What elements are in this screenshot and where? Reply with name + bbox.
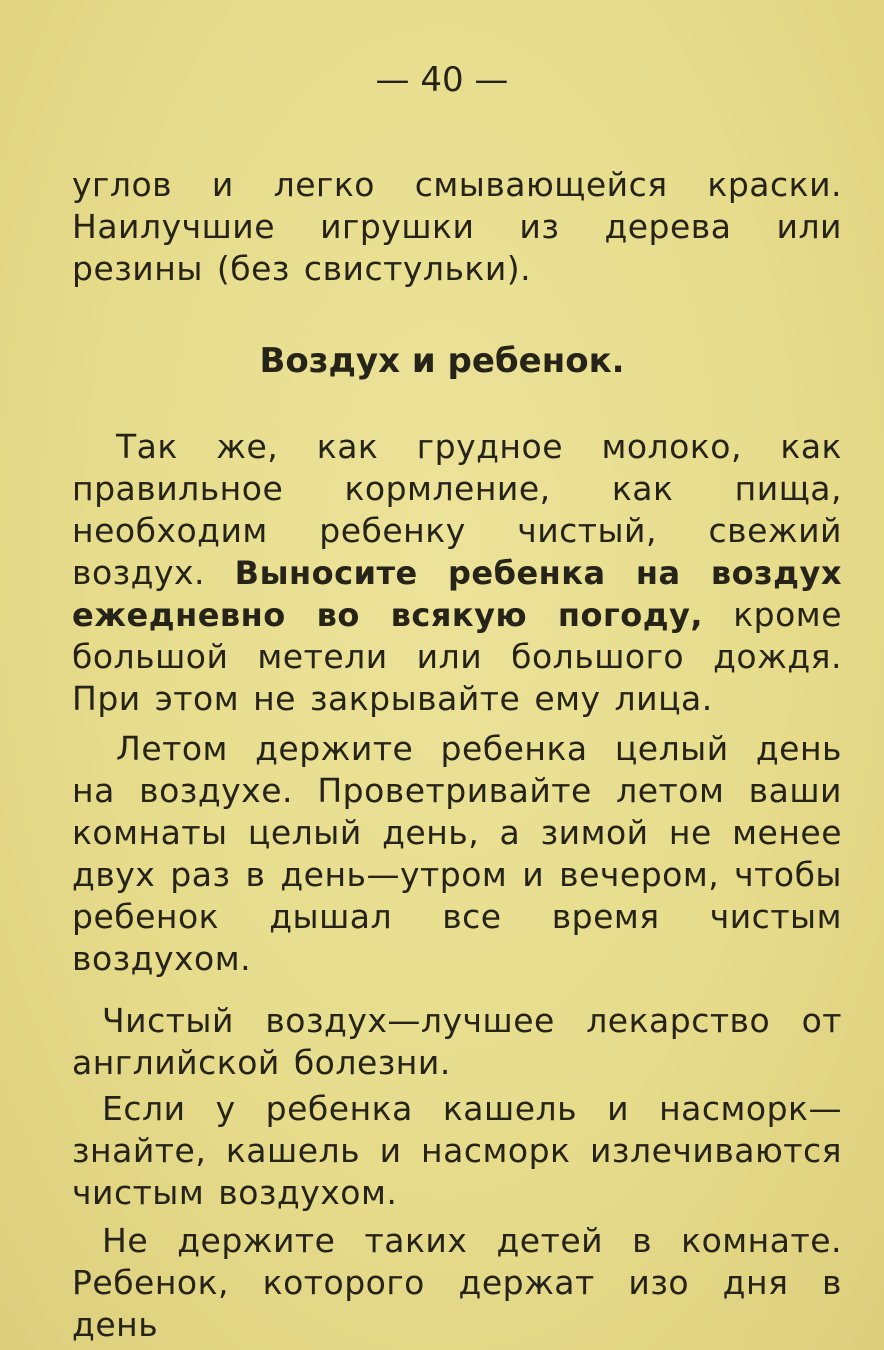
paragraph-fresh-air-text-end: кроме большой метели или большого дождя. При этом не закрывайте ему лица. — [72, 595, 842, 718]
paragraph-cough-cold: Если у ребенка кашель и насморк— знайте, кашель и насморк излечиваются чистым воздухом. — [72, 1089, 842, 1212]
paragraph-fresh-air-text-start: Так же, как грудное молоко, как правильное кормление, как пища, необходим ребенку чистый, свежий воздух. — [72, 427, 842, 592]
paragraph-fresh-air-emphasis: Выносите ребенка на воздух ежедневно во всякую погоду, — [72, 554, 842, 634]
paragraph-summer-ventilation: Летом держите ребенка целый день на воздухе. Проветривайте летом ваши комнаты целый день, а зимой не менее двух раз в день—утром и вечером, чтобы ребенок дышал все время чистым воздухом. — [72, 729, 842, 978]
page-number: — 40 — — [375, 60, 509, 100]
paragraph-toys-continued: углов и легко смывающейся краски. Наилучшие игрушки из дерева или резины (без свистульки). — [72, 165, 842, 288]
paragraph-fresh-air — [72, 426, 842, 720]
section-heading: Воздух и ребенок. — [259, 341, 625, 381]
paragraph-do-not-keep-indoors: Не держите таких детей в комнате. Ребенок, которого держат изо дня в день — [72, 1221, 842, 1344]
paragraph-rickets-remedy: Чистый воздух—лучшее лекарство от английской болезни. — [72, 1001, 842, 1082]
